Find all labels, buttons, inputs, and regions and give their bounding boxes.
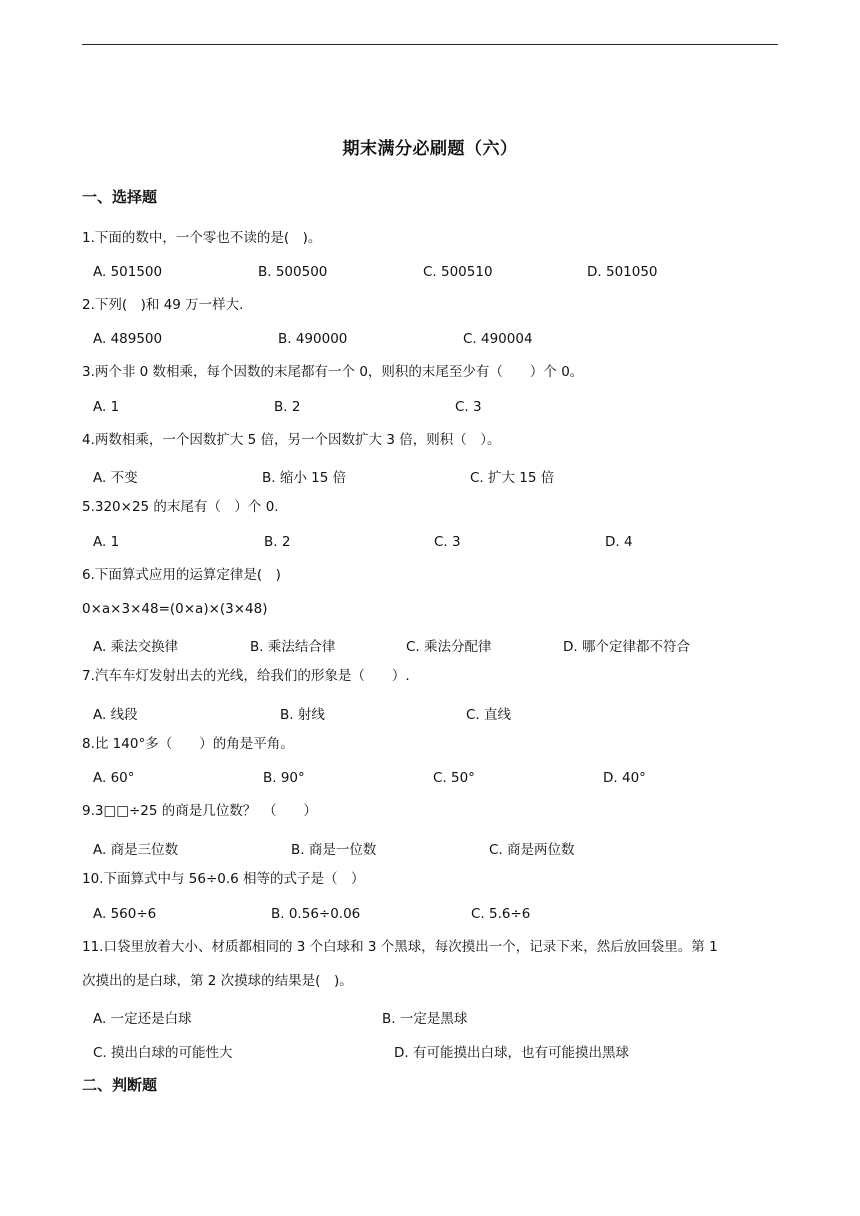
q4-option-a[interactable]: A. 不变 — [93, 470, 138, 486]
q3-option-a[interactable]: A. 1 — [93, 399, 120, 415]
question-11-line-1: 11.口袋里放着大小、材质都相同的 3 个白球和 3 个黑球，每次摸出一个，记录下来，然后放回袋里。第 1 — [82, 939, 718, 955]
q9-option-b[interactable]: B. 商是一位数 — [291, 842, 377, 858]
q4-option-b[interactable]: B. 缩小 15 倍 — [262, 470, 347, 486]
question-3: 3.两个非 0 数相乘，每个因数的末尾都有一个 0，则积的末尾至少有（ ）个 0。 — [82, 364, 584, 380]
q7-option-b[interactable]: B. 射线 — [280, 707, 325, 723]
q7-option-c[interactable]: C. 直线 — [466, 707, 512, 723]
q2-option-c[interactable]: C. 490004 — [463, 331, 533, 347]
q6-option-d[interactable]: D. 哪个定律都不符合 — [563, 639, 690, 655]
q11-option-d[interactable]: D. 有可能摸出白球，也有可能摸出黑球 — [394, 1045, 629, 1061]
q10-option-b[interactable]: B. 0.56÷0.06 — [271, 906, 361, 922]
q10-option-c[interactable]: C. 5.6÷6 — [471, 906, 531, 922]
question-6: 6.下面算式应用的运算定律是( ) — [82, 567, 281, 583]
q1-option-c[interactable]: C. 500510 — [423, 264, 493, 280]
question-7: 7.汽车车灯发射出去的光线，给我们的形象是（ ）. — [82, 668, 410, 684]
question-10: 10.下面算式中与 56÷0.6 相等的式子是（ ） — [82, 871, 365, 887]
question-2: 2.下列( )和 49 万一样大. — [82, 297, 244, 313]
q5-option-c[interactable]: C. 3 — [434, 534, 461, 550]
q8-option-d[interactable]: D. 40° — [603, 770, 646, 786]
question-6-expression: 0×a×3×48=(0×a)×(3×48) — [82, 601, 268, 617]
q9-option-c[interactable]: C. 商是两位数 — [489, 842, 575, 858]
section-heading-choice: 一、选择题 — [82, 188, 158, 206]
q2-option-a[interactable]: A. 489500 — [93, 331, 163, 347]
question-11-line-2: 次摸出的是白球，第 2 次摸球的结果是( )。 — [82, 973, 353, 989]
question-4: 4.两数相乘，一个因数扩大 5 倍，另一个因数扩大 3 倍，则积（ ）。 — [82, 432, 501, 448]
q6-option-b[interactable]: B. 乘法结合律 — [250, 639, 336, 655]
q6-option-a[interactable]: A. 乘法交换律 — [93, 639, 179, 655]
q11-option-a[interactable]: A. 一定还是白球 — [93, 1011, 192, 1027]
question-5: 5.320×25 的末尾有（ ）个 0. — [82, 499, 279, 515]
q3-option-c[interactable]: C. 3 — [455, 399, 482, 415]
question-8: 8.比 140°多（ ）的角是平角。 — [82, 736, 294, 752]
question-1: 1.下面的数中，一个零也不读的是( )。 — [82, 230, 322, 246]
question-9: 9.3□□÷25 的商是几位数？ （ ） — [82, 803, 318, 819]
q9-option-a[interactable]: A. 商是三位数 — [93, 842, 179, 858]
q5-option-a[interactable]: A. 1 — [93, 534, 120, 550]
q2-option-b[interactable]: B. 490000 — [278, 331, 348, 347]
q11-option-b[interactable]: B. 一定是黑球 — [382, 1011, 468, 1027]
q6-option-c[interactable]: C. 乘法分配律 — [406, 639, 492, 655]
section-heading-judgment: 二、判断题 — [82, 1076, 158, 1094]
q1-option-d[interactable]: D. 501050 — [587, 264, 658, 280]
q8-option-c[interactable]: C. 50° — [433, 770, 475, 786]
q7-option-a[interactable]: A. 线段 — [93, 707, 138, 723]
q5-option-b[interactable]: B. 2 — [264, 534, 291, 550]
q1-option-a[interactable]: A. 501500 — [93, 264, 163, 280]
q3-option-b[interactable]: B. 2 — [274, 399, 301, 415]
q11-option-c[interactable]: C. 摸出白球的可能性大 — [93, 1045, 233, 1061]
q10-option-a[interactable]: A. 560÷6 — [93, 906, 157, 922]
q1-option-b[interactable]: B. 500500 — [258, 264, 328, 280]
page-title: 期末满分必刷题（六） — [342, 139, 518, 159]
q4-option-c[interactable]: C. 扩大 15 倍 — [470, 470, 555, 486]
header-rule — [82, 44, 778, 45]
q8-option-b[interactable]: B. 90° — [263, 770, 305, 786]
q8-option-a[interactable]: A. 60° — [93, 770, 135, 786]
q5-option-d[interactable]: D. 4 — [605, 534, 633, 550]
